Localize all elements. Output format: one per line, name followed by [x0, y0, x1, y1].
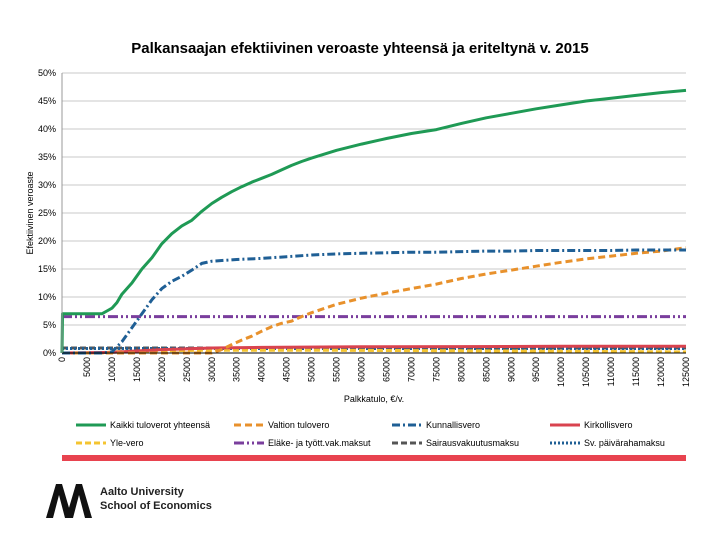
x-tick-label: 85000	[481, 357, 492, 383]
legend-item	[392, 418, 480, 432]
x-tick-label: 10000	[106, 357, 117, 383]
y-tick-label: 45%	[37, 96, 56, 106]
x-tick-label: 115000	[631, 357, 642, 387]
y-tick-label: 35%	[37, 152, 56, 162]
legend-item	[550, 418, 633, 432]
x-tick-label: 65000	[381, 357, 392, 383]
x-tick-label: 50000	[306, 357, 317, 383]
grid-lines	[62, 73, 686, 325]
legend-swatch	[392, 421, 422, 429]
y-tick-label: 15%	[37, 264, 56, 274]
y-tick-label: 5%	[42, 320, 56, 330]
series-line	[62, 90, 686, 353]
legend-swatch	[76, 439, 106, 447]
x-tick-label: 90000	[506, 357, 517, 383]
legend-item	[234, 418, 329, 432]
legend-label: Kunnallisvero	[426, 420, 481, 430]
x-tick-label: 120000	[656, 357, 667, 388]
legend-swatch	[234, 421, 264, 429]
legend-label: Kirkollisvero	[584, 420, 633, 430]
legend-item	[76, 436, 144, 450]
x-tick-label: 60000	[356, 357, 367, 383]
aalto-logo-mark	[44, 480, 94, 520]
x-tick-label: 40000	[256, 357, 267, 383]
x-tick-label: 30000	[206, 357, 217, 383]
x-tick-label: 55000	[331, 357, 342, 383]
y-tick-label: 0%	[42, 348, 56, 358]
x-tick-label: 15000	[131, 357, 142, 383]
x-tick-label: 35000	[231, 357, 242, 383]
x-tick-label: 20000	[156, 357, 167, 383]
x-tick-label: 125000	[681, 357, 691, 388]
y-tick-labels	[38, 68, 56, 358]
series-lines	[62, 90, 686, 353]
y-tick-label: 30%	[37, 180, 56, 190]
legend-label: Yle-vero	[110, 438, 144, 448]
aalto-logo	[44, 480, 264, 520]
legend-label: Sairausvakuutusmaksu	[426, 438, 520, 448]
legend-item	[550, 436, 665, 450]
y-tick-label: 25%	[37, 208, 56, 218]
legend-label: Valtion tulovero	[268, 420, 330, 430]
legend-label: Sv. päivärahamaksu	[584, 438, 665, 448]
y-tick-label: 50%	[37, 68, 56, 78]
y-tick-label: 40%	[37, 124, 56, 134]
legend-swatch	[76, 421, 106, 429]
legend-swatch	[392, 439, 422, 447]
legend-swatch	[550, 439, 580, 447]
accent-bar	[62, 455, 686, 461]
x-tick-label: 25000	[181, 357, 192, 383]
series-line	[62, 250, 686, 353]
legend-label: Eläke- ja tyött.vak.maksut	[268, 438, 371, 448]
x-tick-labels	[57, 357, 691, 387]
x-tick-label: 70000	[406, 357, 417, 383]
x-tick-label: 75000	[431, 357, 442, 383]
x-tick-label: 0	[57, 357, 67, 363]
x-tick-label: 100000	[556, 357, 567, 388]
logo-line-1: Aalto University	[100, 486, 184, 498]
logo-line-2: School of Economics	[100, 500, 212, 512]
series-line	[62, 248, 686, 353]
x-tick-label: 45000	[281, 357, 292, 383]
x-tick-label: 5000	[81, 357, 92, 378]
x-axis-label: Palkkatulo, €/v.	[343, 394, 405, 404]
x-tick-label: 110000	[606, 357, 617, 387]
y-tick-label: 10%	[37, 292, 56, 302]
legend-item	[392, 436, 519, 450]
x-tick-label: 105000	[581, 357, 592, 388]
x-tick-label: 95000	[531, 357, 542, 383]
legend-swatch	[550, 421, 580, 429]
legend-label: Kaikki tuloverot yhteensä	[110, 420, 211, 430]
legend-swatch	[234, 439, 264, 447]
y-tick-label: 20%	[37, 236, 56, 246]
legend-item	[234, 436, 371, 450]
y-axis-label: Efektiivinen veroaste	[25, 171, 35, 255]
x-tick-label: 80000	[456, 357, 467, 383]
legend-item	[76, 418, 210, 432]
svg-text:": "	[62, 480, 67, 487]
chart-title: Palkansaajan efektiivinen veroaste yhteensä ja eriteltynä v. 2015	[131, 40, 589, 57]
